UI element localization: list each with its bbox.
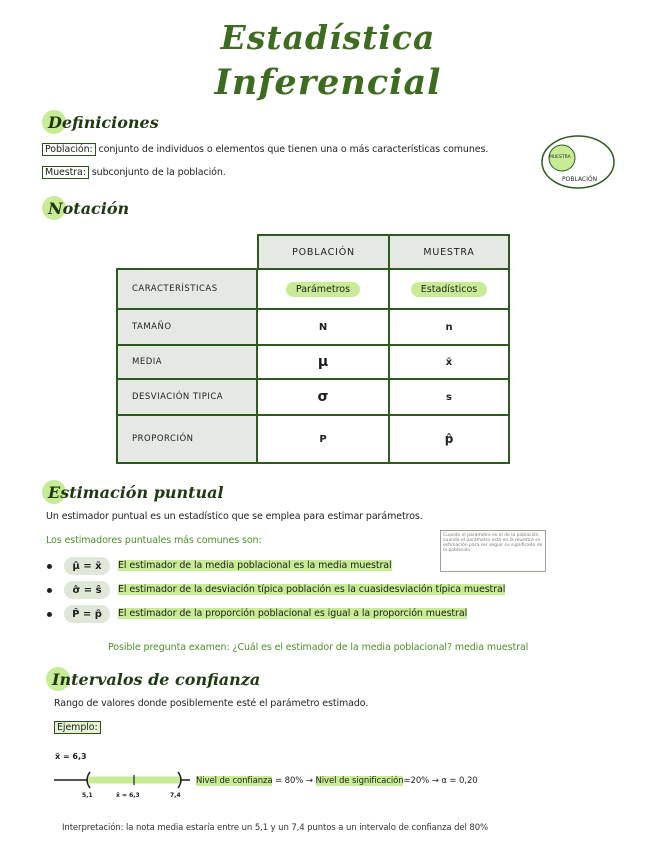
- row-label-proporcion: PROPORCIÓN: [116, 414, 258, 464]
- heading-text: Estimación puntual: [48, 483, 224, 502]
- row-label-tamano: TAMAÑO: [116, 308, 258, 346]
- confidence-interval-line: [50, 768, 195, 794]
- row-label-media: MEDIA: [116, 344, 258, 380]
- x-mean-label: x̄ = 6,3: [55, 752, 87, 761]
- col-header-muestra: MUESTRA: [388, 234, 510, 270]
- heading-text: Intervalos de confianza: [52, 670, 261, 689]
- formula-proporcion: P̂ = p̂: [64, 605, 110, 623]
- ejemplo-label: Ejemplo:: [54, 721, 101, 734]
- side-note: Cuando el parámetro es el de la población, cuando el parámetro está en la muestra es estimación para ser seguir su significado de la población: [440, 530, 546, 572]
- cell-desviacion-muestra: s: [388, 378, 510, 416]
- definition-muestra: [42, 167, 226, 178]
- interval-center-value: x̄ = 6,3: [116, 792, 140, 799]
- term-muestra: Muestra:: [42, 166, 89, 179]
- pill-estadisticos: Estadísticos: [411, 282, 487, 297]
- cell-tamano-poblacion: N: [256, 308, 390, 346]
- page-title-line2: Inferencial: [214, 62, 442, 103]
- highlight-text: El estimador de la proporción poblacional es igual a la proporción muestral: [118, 608, 468, 619]
- cell-media-poblacion: μ: [256, 344, 390, 380]
- cell-proporcion-muestra: p̂: [388, 414, 510, 464]
- cell-media-muestra: x̄: [388, 344, 510, 380]
- highlight-text: El estimador de la media poblacional es la media muestral: [118, 560, 392, 571]
- diagram-label-poblacion: POBLACIÓN: [562, 176, 598, 183]
- formula-desviacion: σ̂ = ŝ: [64, 581, 110, 599]
- cell-tamano-muestra: n: [388, 308, 510, 346]
- highlight-text: El estimador de la desviación típica población es la cuasidesviación típica muestral: [118, 584, 506, 595]
- definition-poblacion: [42, 144, 532, 155]
- row-label-caracteristicas: CARACTERÍSTICAS: [116, 268, 258, 310]
- heading-text: Notación: [48, 199, 130, 218]
- estimator-media-text: [118, 560, 392, 571]
- interpretation: Interpretación: la nota media estaría entre un 5,1 y un 7,4 puntos a un intervalo de confianza del 80%: [62, 823, 488, 833]
- confidence-label: Nivel de confianza: [196, 776, 273, 786]
- confidence-value: = 80% →: [275, 776, 313, 786]
- section-heading-intervalos: [52, 670, 260, 689]
- section-heading-notacion: [48, 199, 129, 218]
- population-sample-diagram: [540, 134, 616, 190]
- term-poblacion: Población:: [42, 143, 96, 156]
- significance-label: Nivel de significación: [315, 776, 404, 786]
- estimacion-intro: Un estimador puntual es un estadístico que se emplea para estimar parámetros.: [46, 511, 423, 522]
- section-heading-definiciones: [48, 113, 159, 132]
- heading-text: Definiciones: [48, 113, 159, 132]
- pill-parametros: Parámetros: [286, 282, 360, 297]
- section-heading-estimacion: [48, 483, 224, 502]
- bullet-1: [47, 564, 52, 569]
- cell-proporcion-poblacion: P: [256, 414, 390, 464]
- exam-question: Posible pregunta examen: ¿Cuál es el estimador de la media poblacional? media muestral: [108, 642, 529, 653]
- bullet-2: [47, 588, 52, 593]
- diagram-label-muestra: MUESTRA: [549, 155, 571, 160]
- significance-value: =20% → α = 0,20: [403, 776, 478, 786]
- interval-left-value: 5,1: [82, 792, 93, 799]
- col-header-poblacion: POBLACIÓN: [257, 234, 390, 270]
- intervalos-intro: Rango de valores donde posiblemente esté el parámetro estimado.: [54, 698, 369, 709]
- row-label-desviacion: DESVIACIÓN TIPICA: [116, 378, 258, 416]
- estimator-proporcion-text: [118, 608, 467, 619]
- cell-caracteristicas-poblacion: [256, 268, 390, 310]
- cell-desviacion-poblacion: σ: [256, 378, 390, 416]
- estimacion-subheading: Los estimadores puntuales más comunes son:: [46, 535, 262, 546]
- formula-media: μ̂ = x̄: [64, 557, 110, 575]
- confidence-text: [196, 776, 478, 786]
- cell-caracteristicas-muestra: [388, 268, 510, 310]
- interval-right-value: 7,4: [170, 792, 181, 799]
- def-poblacion: conjunto de individuos o elementos que tienen una o más características comunes.: [98, 144, 489, 155]
- bullet-3: [47, 612, 52, 617]
- def-muestra: subconjunto de la población.: [91, 167, 226, 178]
- estimator-desviacion-text: [118, 584, 505, 595]
- page-title-line1: Estadística: [220, 18, 436, 57]
